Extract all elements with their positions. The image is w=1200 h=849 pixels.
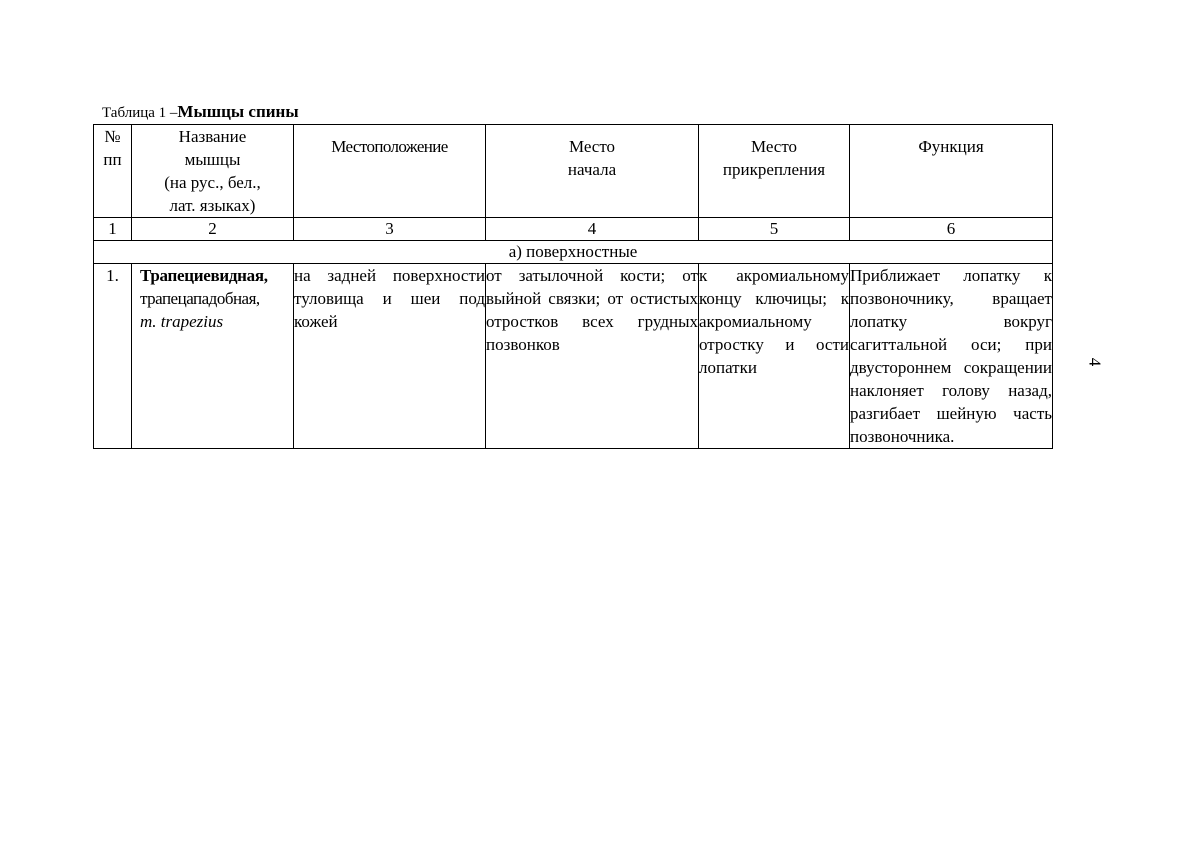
column-number: 5 <box>699 218 850 241</box>
section-title: а) поверхностные <box>94 241 1053 264</box>
column-number: 6 <box>850 218 1053 241</box>
row-insertion: к акромиальному концу ключицы; к акромиальному отростку и ости лопатки <box>699 264 850 449</box>
header-line: мышцы <box>184 150 241 169</box>
header-line: Местоположение <box>331 137 448 156</box>
row-number: 1. <box>94 264 132 449</box>
header-insertion <box>699 125 850 218</box>
header-muscle-name <box>132 125 294 218</box>
muscles-table <box>93 124 1053 449</box>
header-line: Название <box>178 127 247 146</box>
header-line: прикрепления <box>722 160 826 179</box>
page-number: 4 <box>1085 357 1105 367</box>
column-number: 2 <box>132 218 294 241</box>
column-number: 4 <box>486 218 699 241</box>
caption-prefix: Таблица 1 – <box>102 105 178 121</box>
muscle-name-by: трапецападобная, <box>140 289 260 308</box>
header-function <box>850 125 1053 218</box>
header-location <box>294 125 486 218</box>
table-row <box>94 264 1053 449</box>
header-line: лат. языках) <box>169 196 256 215</box>
column-number: 3 <box>294 218 486 241</box>
row-origin: от затылочной кости; от выйной связки; от остистых отростков всех грудных позвонков <box>486 264 699 449</box>
header-line: начала <box>567 160 617 179</box>
table-caption <box>102 102 299 123</box>
column-number-row <box>94 218 1053 241</box>
header-line: Место <box>750 137 798 156</box>
header-line: № <box>104 127 121 146</box>
row-muscle-name <box>132 264 294 449</box>
header-line: пп <box>103 150 122 169</box>
row-function: Приближает лопатку к позвоночнику, вращает лопатку вокруг сагиттальной оси; при двустороннем сокращении наклоняет голову назад, разгибает шейную часть позвоночника. <box>850 264 1053 449</box>
header-line: (на рус., бел., <box>164 173 261 192</box>
muscle-name-lat: m. trapezius <box>140 312 224 331</box>
header-origin <box>486 125 699 218</box>
section-row <box>94 241 1053 264</box>
row-location: на задней поверхности туловища и шеи под кожей <box>294 264 486 449</box>
caption-title: Мышцы спины <box>177 102 299 121</box>
header-line: Функция <box>918 137 984 156</box>
muscle-name-ru: Трапециевидная, <box>140 266 268 285</box>
column-number: 1 <box>94 218 132 241</box>
header-line: Место <box>568 137 616 156</box>
header-number <box>94 125 132 218</box>
header-row <box>94 125 1053 218</box>
